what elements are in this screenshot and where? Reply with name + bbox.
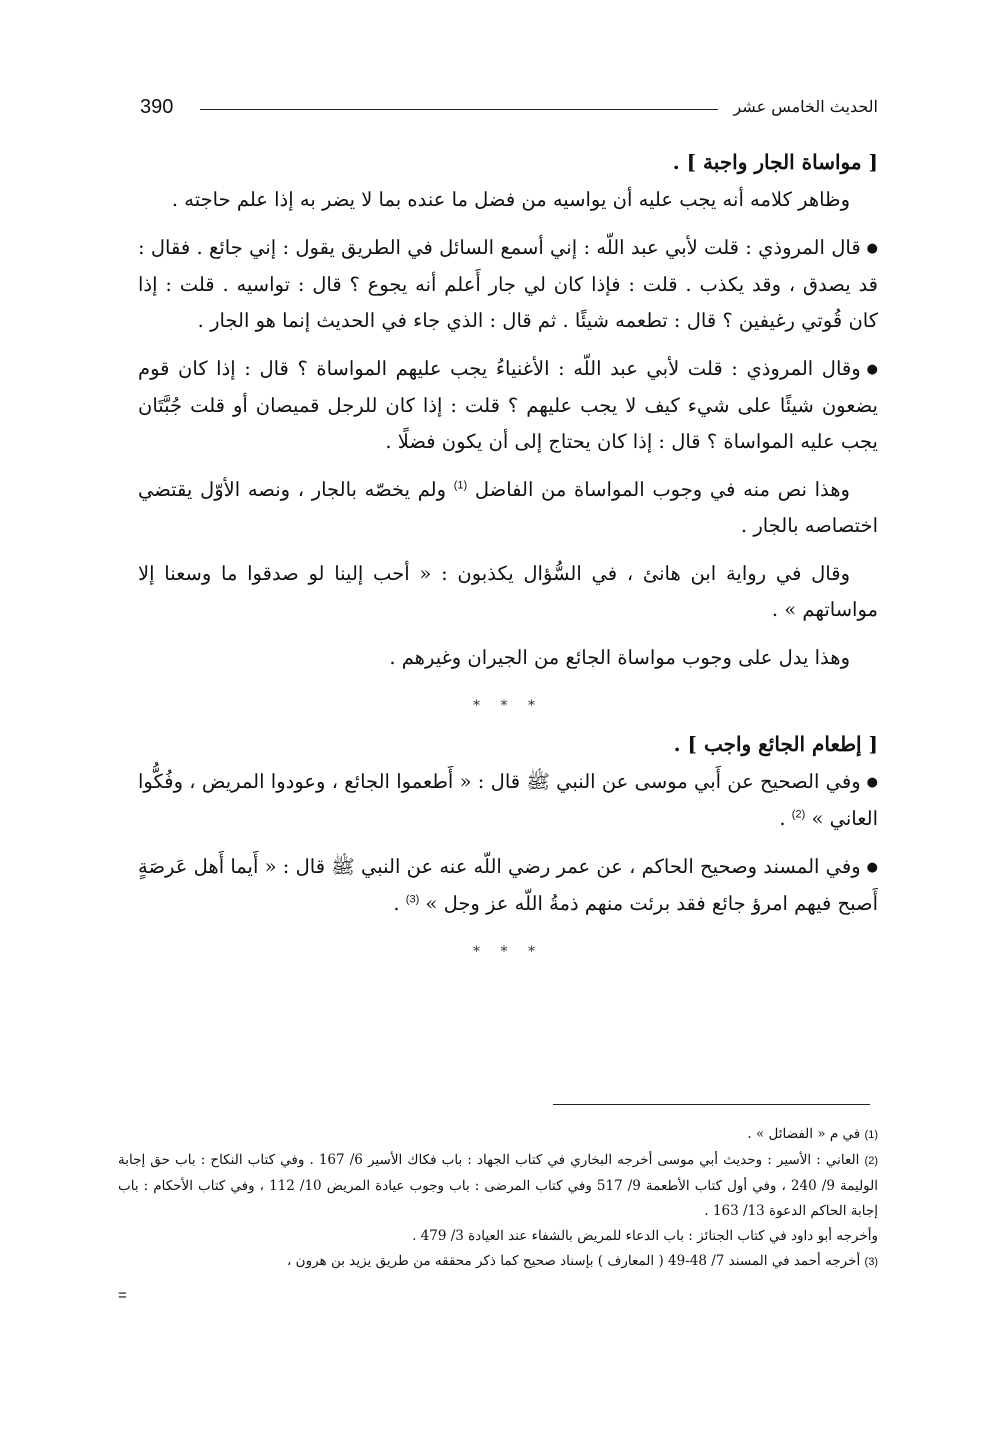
footnote-text: في م « الفضائل » . (747, 1126, 861, 1142)
paragraph-text: ولم يخصّه بالجار ، ونصه الأوّل يقتضي اختصاصه بالجار . (138, 478, 878, 537)
bullet-icon: ● (866, 362, 878, 377)
footnote-number: (1) (864, 1129, 878, 1141)
footnote-text: العاني : الأسير : وحديث أبي موسى أخرجه البخاري في كتاب الجهاد : باب فكاك الأسير 6/ 167 . وفي كتاب النكاح : باب حق إجابة الوليمة 9/ 240 ، وفي أول كتاب الأطعمة 9/ 517 وفي كتاب المرضى : باب وجوب عيادة المريض 10/ 112 ، وفي كتاب الأحكام : باب إجابة الحاكم الدعوة 13/ 163 . (118, 1152, 879, 1219)
running-title: الحديث الخامس عشر (733, 97, 878, 116)
paragraph (138, 849, 878, 922)
footnote-rule (553, 1104, 870, 1105)
footnote-text: وأخرجه أبو داود في كتاب الجنائز : باب الدعاء للمريض بالشفاء عند العيادة 3/ 479 . (412, 1228, 878, 1244)
main-text (138, 142, 878, 970)
section-separator: * * * (473, 944, 543, 960)
page-number: 390 (140, 96, 174, 118)
paragraph (138, 230, 878, 339)
bullet-icon: ● (866, 775, 878, 790)
paragraph-text: وهذا نص منه في وجوب المواساة من الفاضل (474, 478, 850, 501)
paragraph (138, 640, 878, 676)
paragraph-text: . (779, 807, 786, 830)
footnote (118, 1148, 878, 1224)
paragraph-text: وفي المسند وصحيح الحاكم ، عن عمر رضي اللّه عنه عن النبي ﷺ قال : « أَيما أَهل عَرصَةٍ أَصبح فيهم امرؤ جائع فقد برئت منهم ذمةُ اللّه عز وجل » (138, 855, 878, 915)
section-title: [ إطعام الجائع واجب ] . (673, 732, 878, 756)
footnote (118, 1249, 878, 1275)
footnote-number: (3) (864, 1256, 878, 1268)
bullet-icon: ● (866, 860, 878, 875)
continued-mark: = (118, 1287, 127, 1304)
paragraph (138, 472, 878, 544)
footnote-ref[interactable]: (1) (453, 479, 468, 492)
section-title: [ مواساة الجار واجبة ] . (672, 150, 878, 174)
paragraph-text: وفي الصحيح عن أَبي موسى عن النبي ﷺ قال : « أَطعموا الجائع ، وعودوا المريض ، وفُكُّوا العاني » (138, 770, 878, 830)
footnote (118, 1122, 878, 1148)
footnote-text: أخرجه أحمد في المسند 7/ 48-49 ( المعارف ) بإسناد صحيح كما ذكر محققه من طريق يزيد بن هرون ، (287, 1253, 861, 1269)
paragraph-text: . (393, 892, 400, 915)
paragraph (138, 764, 878, 837)
footnote-number: (2) (864, 1155, 879, 1167)
paragraph-text: قال المروذي : قلت لأبي عبد اللّه : إني أسمع السائل في الطريق يقول : إني جائع . فقال : قد يصدق ، وقد يكذب . قلت : فإذا كان لي جار أَعلم أنه يجوع ؟ قال : تواسيه . قلت : إذا كان قُوتي رغيفين ؟ قال : تطعمه شيئًا . ثم قال : الذي جاء في الحديث إنما هو الجار . (138, 236, 878, 332)
paragraph (138, 182, 878, 218)
section-separator: * * * (473, 698, 543, 714)
footnote-ref[interactable]: (3) (405, 893, 420, 906)
running-header (140, 92, 878, 128)
paragraph-text: وهذا يدل على وجوب مواساة الجائع من الجيران وغيرهم . (389, 646, 850, 669)
paragraph-text: وقال المروذي : قلت لأبي عبد اللّه : الأغنياءُ يجب عليهم المواساة ؟ قال : إذا كان قوم يضعون شيئًا على شيء كيف لا يجب عليهم ؟ قلت : إذا كان للرجل قميصان أو قلت جُبَّتَان يجب عليه المواساة ؟ قال : إذا كان يحتاج إلى أن يكون فضلًا . (138, 357, 878, 453)
paragraph (138, 351, 878, 460)
paragraph-text: وقال في رواية ابن هانئ ، في السُّؤال يكذبون : « أحب إلينا لو صدقوا ما وسعنا إلا مواساتهم » . (138, 562, 878, 621)
bullet-icon: ● (866, 241, 878, 256)
paragraph-text: وظاهر كلامه أنه يجب عليه أن يواسيه من فضل ما عنده بما لا يضر به إذا علم حاجته . (171, 188, 850, 211)
header-rule (200, 109, 718, 110)
footnote-ref[interactable]: (2) (791, 808, 806, 821)
footnote (118, 1224, 878, 1249)
paragraph (138, 556, 878, 628)
footnotes (118, 1122, 878, 1275)
